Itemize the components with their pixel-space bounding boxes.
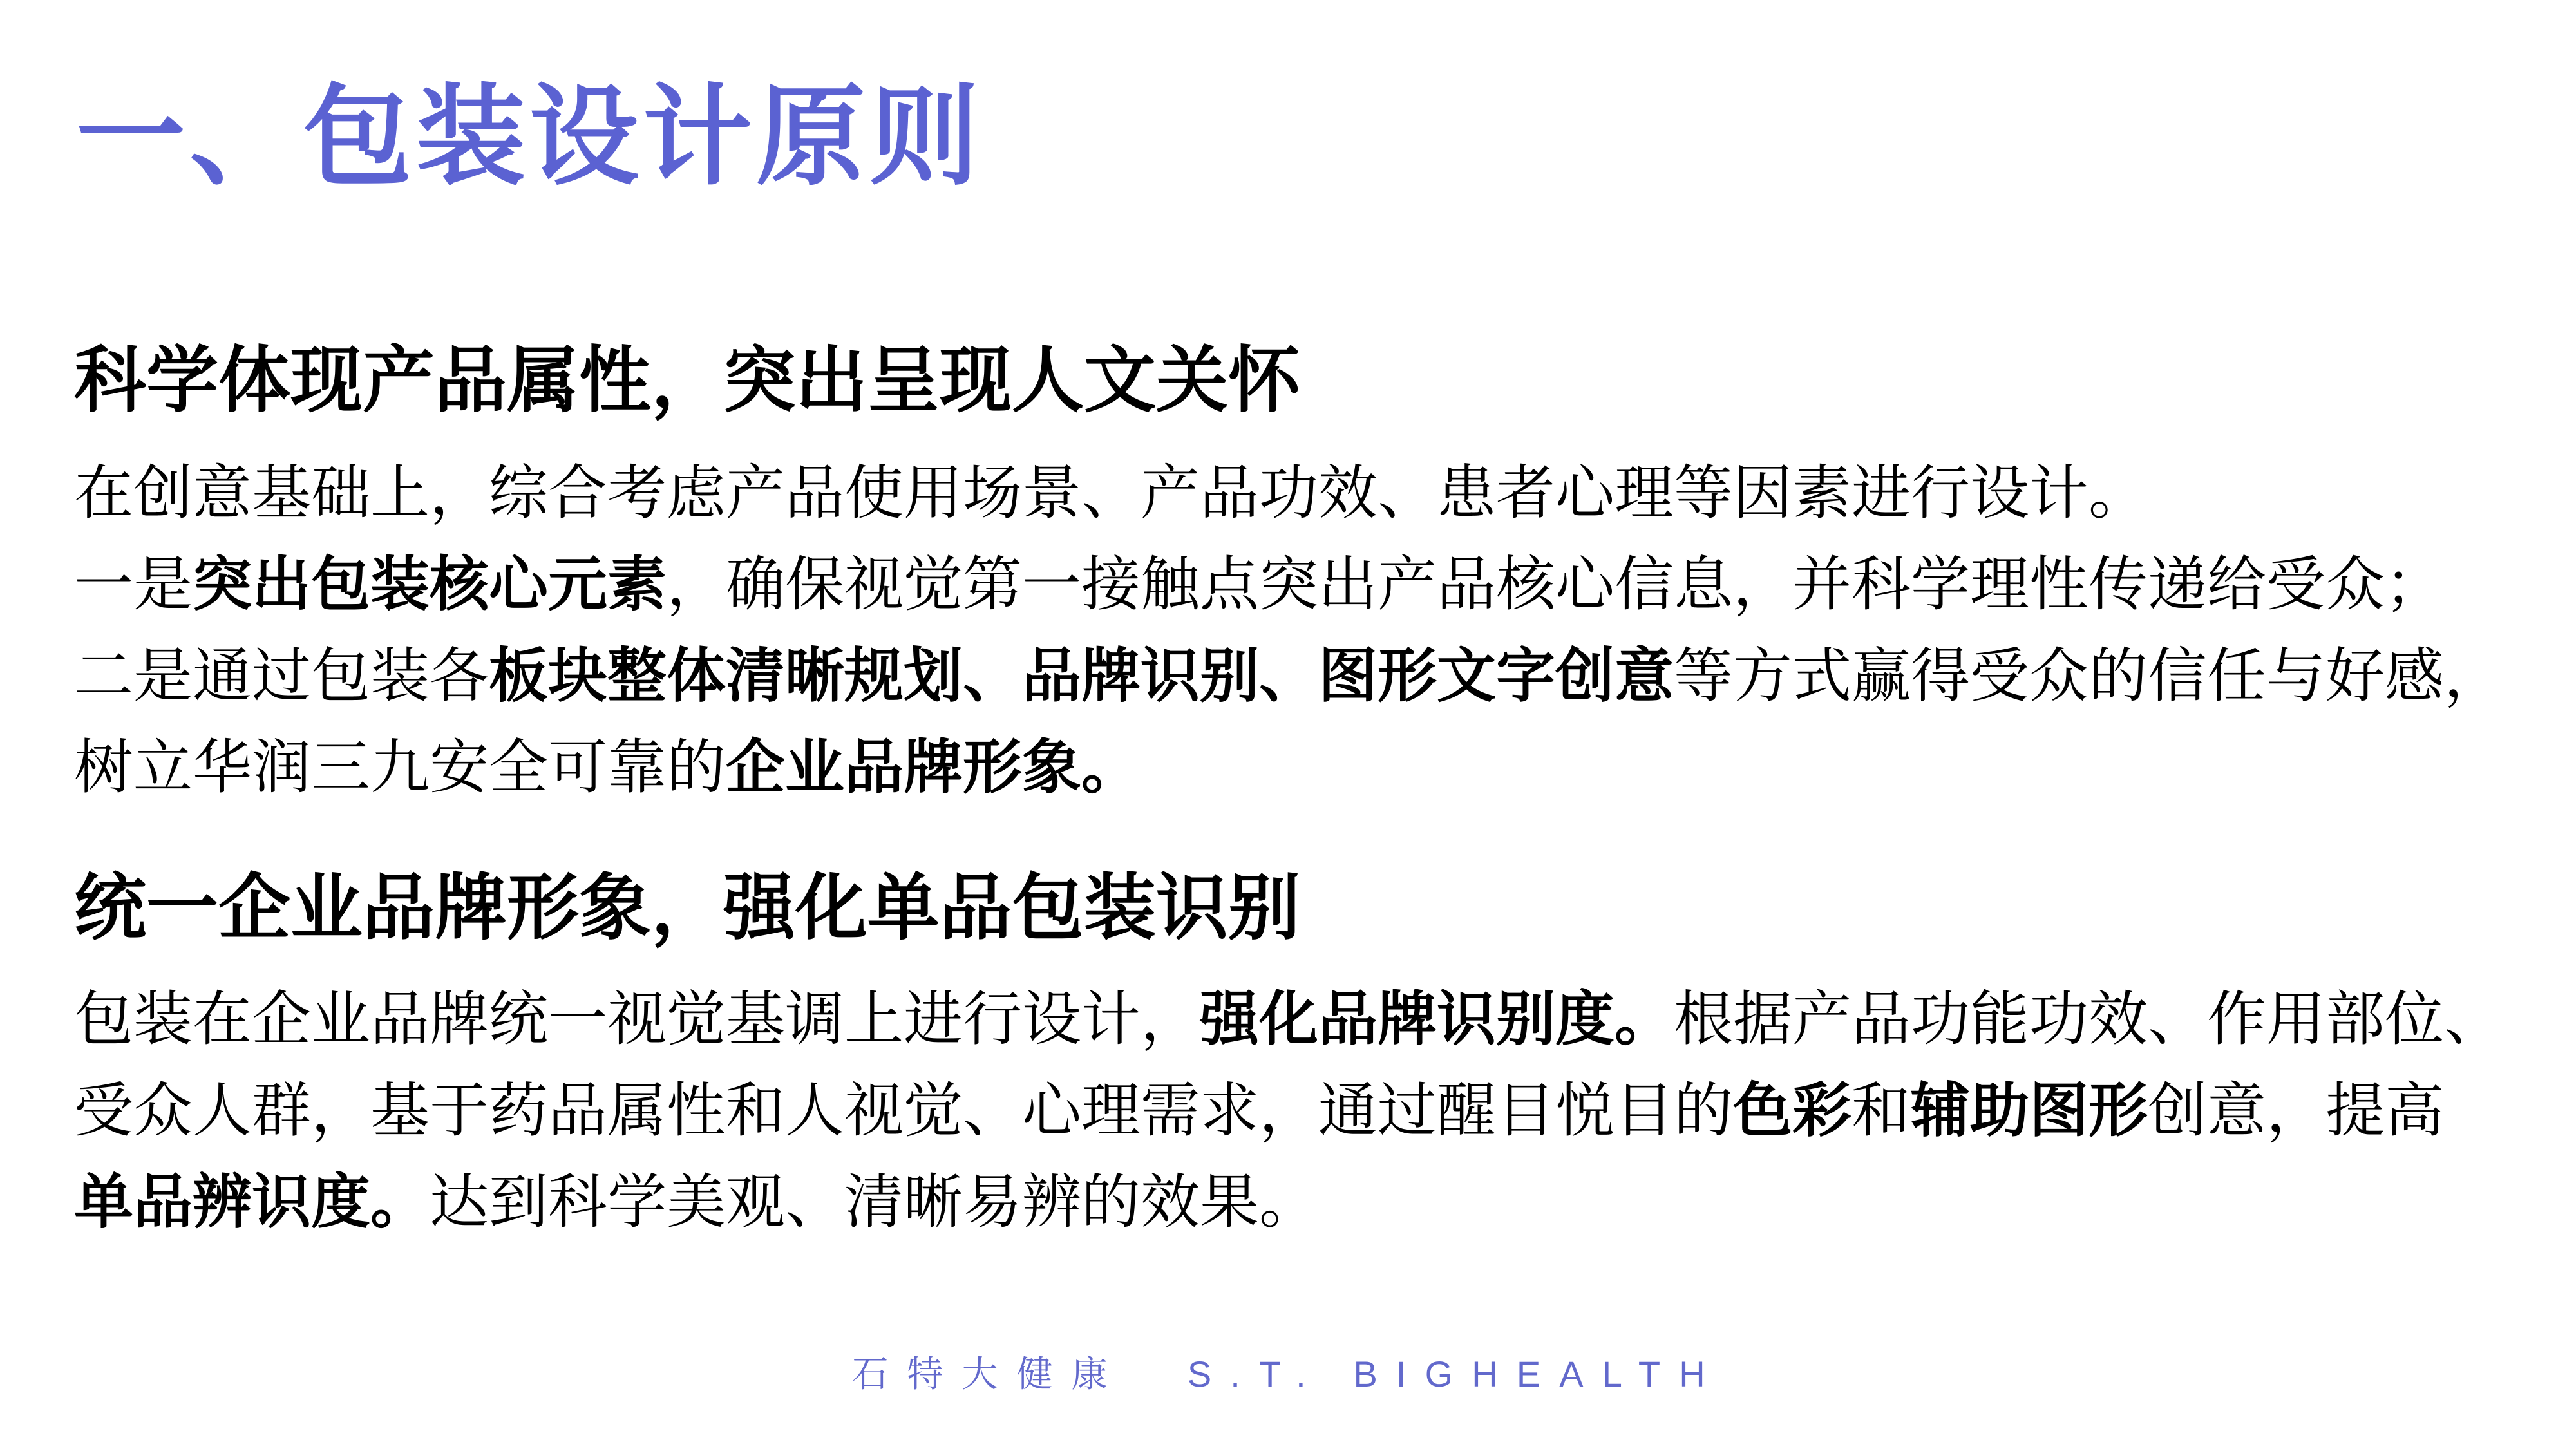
section1-heading: 科学体现产品属性，突出呈现人文关怀 [74,340,1300,421]
text-segment: 在创意基础上，综合考虑产品使用场景、产品功效、患者心理等因素进行设计。 [74,460,2148,526]
text-line [74,1065,2503,1157]
text-line [74,630,2503,722]
section2-heading: 统一企业品牌形象，强化单品包装识别 [74,867,1300,948]
text-line [74,539,2503,630]
text-segment: 受众人群，基于药品属性和人视觉、心理需求，通过醒目悦目的 [74,1078,1734,1144]
text-segment-bold: 突出包装核心元素 [193,552,667,618]
text-segment: 树立华润三九安全可靠的 [74,735,726,800]
text-line [74,722,2503,813]
text-segment-bold: 板块整体清晰规划、品牌识别、图形文字创意 [489,643,1674,709]
text-segment: 包装在企业品牌统一视觉基调上进行设计， [74,987,1200,1052]
text-segment: 根据产品功能功效、作用部位、 [1674,987,2504,1052]
footer-brand-chinese: 石特大健康 [852,1354,1126,1394]
page-title: 一、包装设计原则 [76,76,983,198]
text-segment: 达到科学美观、清晰易辨的效果。 [430,1170,1319,1235]
text-line [74,1157,2503,1248]
text-segment-bold: 企业品牌形象。 [726,735,1141,800]
text-segment: 创意，提高 [2148,1078,2445,1144]
text-segment-bold: 辅助图形 [1911,1078,2148,1144]
footer-brand [0,1352,2576,1396]
text-line [74,974,2503,1065]
section1-paragraph [74,448,2503,813]
text-line [74,448,2503,539]
text-segment-bold: 色彩 [1733,1078,1852,1144]
text-segment: 一是 [74,552,193,618]
text-segment-bold: 强化品牌识别度。 [1200,987,1674,1052]
text-segment: 和 [1852,1078,1911,1144]
section2-paragraph [74,974,2503,1248]
text-segment-bold: 单品辨识度。 [74,1170,430,1235]
footer-brand-english: S.T. BIGHEALTH [1187,1354,1724,1394]
text-segment: ，确保视觉第一接触点突出产品核心信息，并科学理性传递给受众； [667,552,2445,618]
text-segment: 等方式赢得受众的信任与好感， [1674,643,2504,709]
text-segment: 二是通过包装各 [74,643,489,709]
